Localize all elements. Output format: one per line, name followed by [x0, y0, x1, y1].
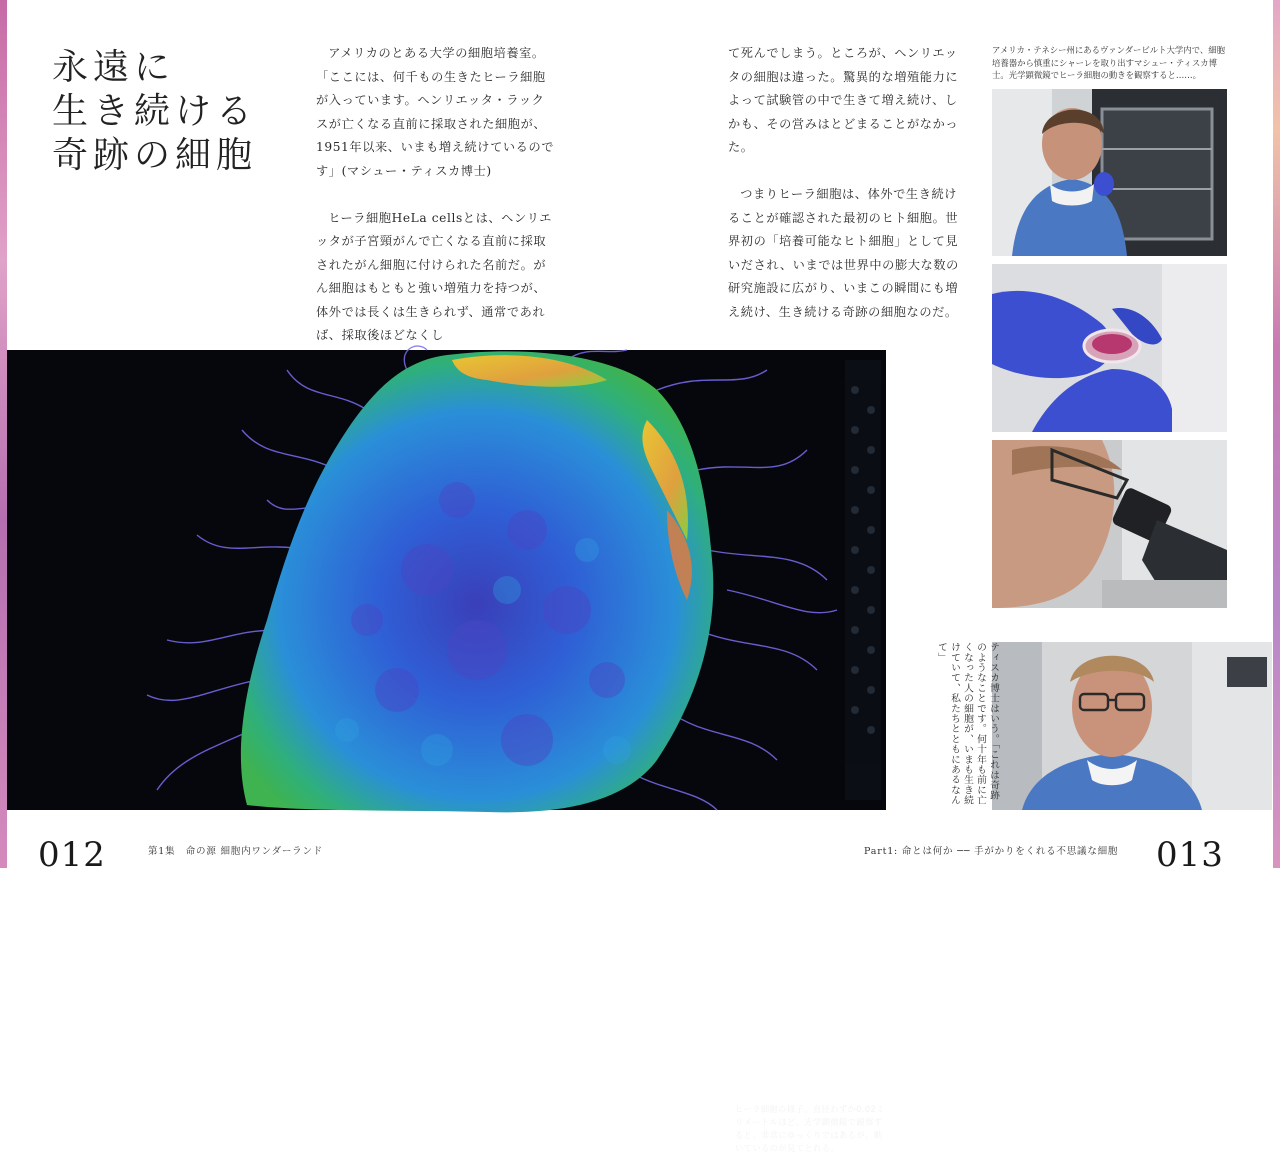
page-number-right: 013 [1156, 835, 1224, 875]
photo-petri-dish [992, 264, 1227, 432]
photo-portrait-tiska [992, 642, 1272, 810]
running-footer-right: Part1: 命とは何か ── 手がかりをくれる不思議な細胞 [864, 846, 1119, 857]
photo-incubator [992, 89, 1227, 256]
microscope-scene [992, 440, 1227, 608]
paragraph-quote: 「ここには、何千もの生きたヒーラ細胞が入っています。ヘンリエッタ・ラックスが亡くなる直前に採取された細胞が、1951年以来、いまも増え続けているのです」(マシュー・ティスカ博士) [316, 69, 555, 178]
title-line-2: 生き続ける [52, 91, 258, 132]
petri-dish-scene [992, 264, 1227, 432]
photo-microscope [992, 440, 1227, 608]
article-title [52, 46, 292, 178]
paragraph-intro: アメリカのとある大学の細胞培養室。 [328, 46, 545, 60]
cell-image-caption: ヒーラ細胞の様子。直径わずか0.02ミリメートルほど。光学顕微鏡で観察すると、非常にゆっくりではあるが、動いているのが見てとれる。 [735, 1104, 885, 1153]
body-column-1 [316, 42, 556, 348]
page-edge-left [0, 0, 7, 868]
incubator-scene [992, 89, 1227, 256]
page-edge-right [1273, 0, 1280, 868]
body-column-2 [728, 42, 966, 324]
quote-vertical-text: ティスカ博士はいう。「これは奇跡のようなことです。何十年も前に亡くなった人の細胞が、いまも生き続けていて、私たちとともにあるなんて」 [936, 642, 999, 806]
portrait-scene [992, 642, 1272, 810]
page-number-left: 012 [38, 835, 106, 875]
paragraph-hela: ヒーラ細胞HeLa cellsとは、ヘンリエッタが子宮頸がんで亡くなる直前に採取されたがん細胞に付けられた名前だ。がん細胞はもともと強い増殖力を持つが、体外では長くは生きられず、通常であれば、採取後ほどなくし [316, 210, 553, 342]
running-footer-left: 第1集 命の源 細胞内ワンダーランド [148, 846, 324, 857]
title-line-1: 永遠に [52, 47, 176, 88]
paragraph-continued: て死んでしまう。ところが、ヘンリエッタの細胞は違った。驚異的な増殖能力によって試験管の中で生きて増え続け、しかも、その営みはとどまることがなかった。 [728, 46, 959, 154]
title-line-3: 奇跡の細胞 [52, 135, 258, 176]
hela-cell-illustration [7, 350, 886, 810]
paragraph-conclusion: つまりヒーラ細胞は、体外で生き続けることが確認された最初のヒト細胞。世界初の「培養可能なヒト細胞」として見いだされ、いまでは世界中の膨大な数の研究施設に広がり、いまこの瞬間にも増え続け、生き続ける奇跡の細胞なのだ。 [728, 187, 959, 319]
photo-caption-top: アメリカ・テネシー州にあるヴァンダービルト大学内で、細胞培養器から慎重にシャーレを取り出すマシュー・ティスカ博士。光学顕微鏡でヒーラ細胞の動きを観察すると……。 [992, 45, 1225, 80]
